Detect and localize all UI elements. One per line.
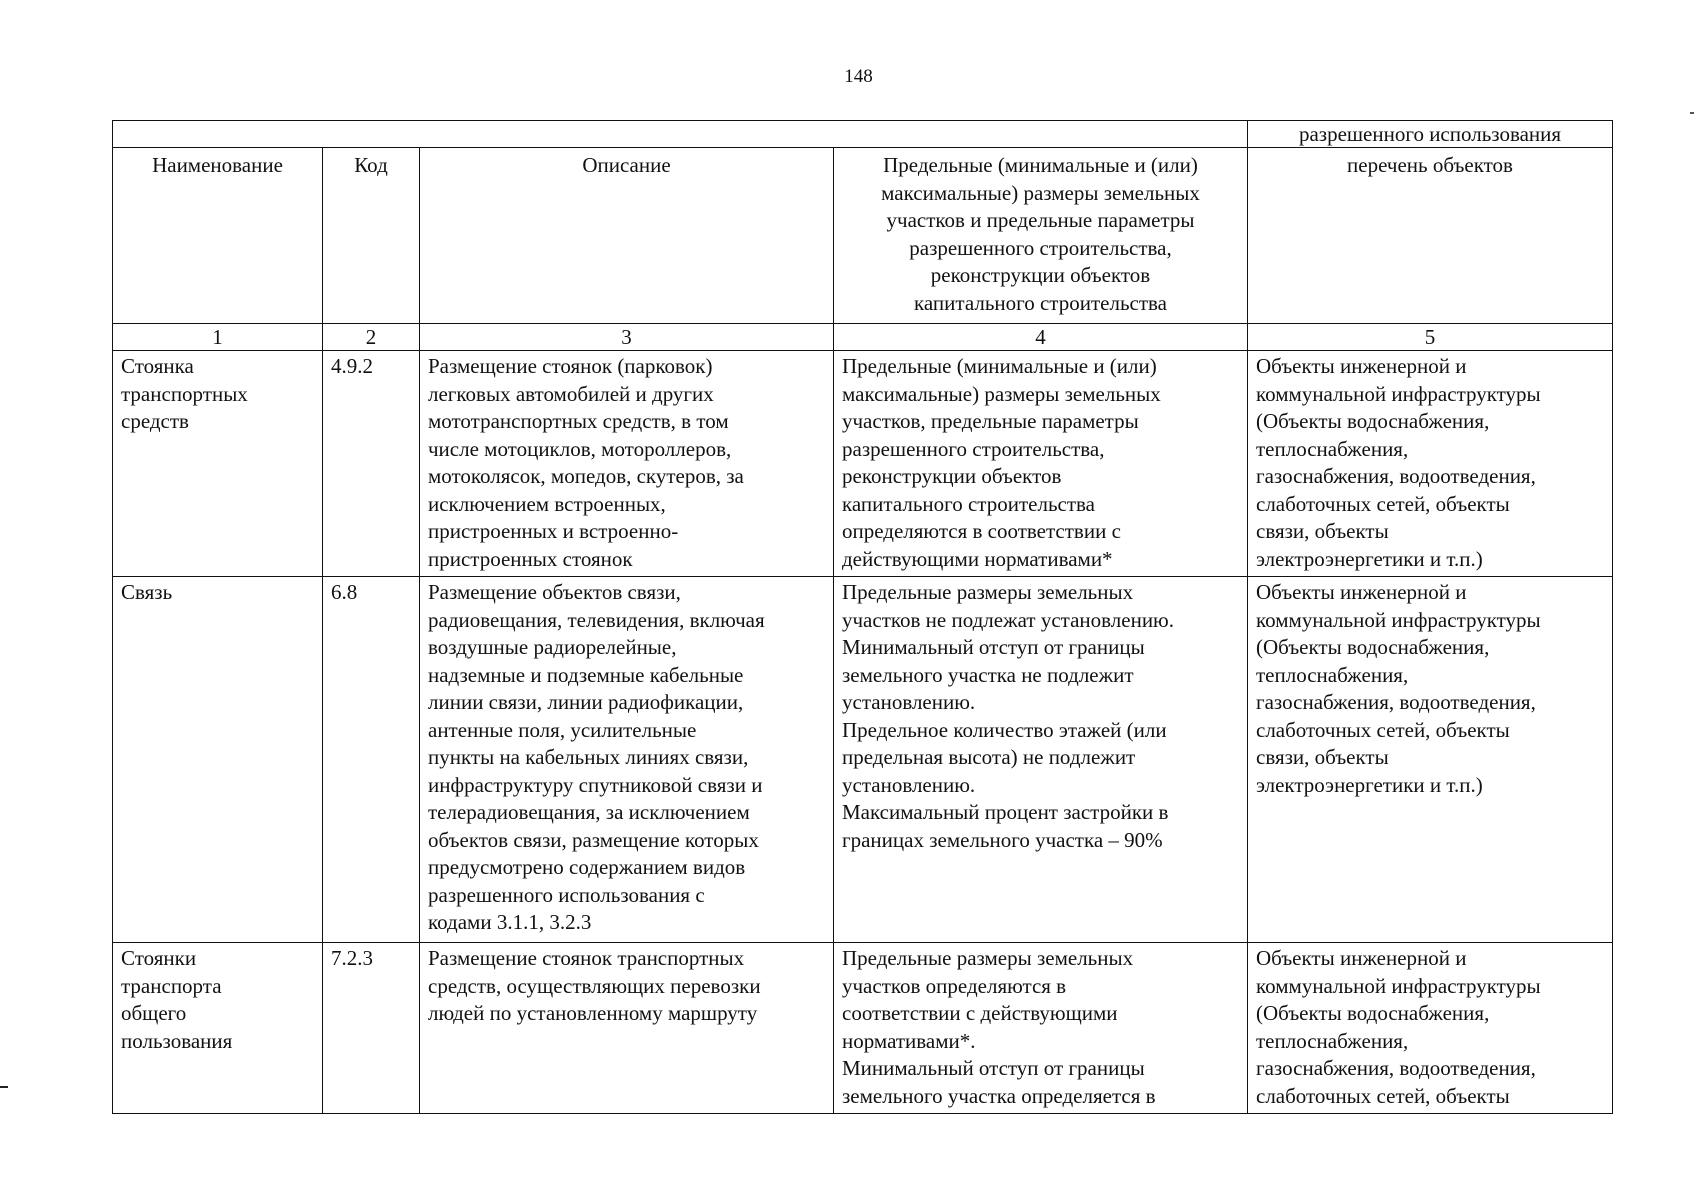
cell-description: Размещение объектов связи, радиовещания, телевидения, включая воздушные радиорелейные, надземные и подземные кабельные линии связи, линии радиофикации, антенные поля, усилительные пункты на кабельных линиях связи, инфраструктуру спутниковой связи и телерадиовещания, за исключением объектов связи, размещение которых предусмотрено содержанием видов разрешенного использования с кодами 3.1.1, 3.2.3 [420, 577, 834, 943]
header-objects: перечень объектов [1248, 148, 1613, 324]
land-use-table [112, 120, 1613, 1114]
cell-limits: Предельные размеры земельных участков определяются в соответствии с действующими нормативами*. Минимальный отступ от границы земельного участка определяется в [834, 943, 1248, 1114]
column-number: 5 [1248, 324, 1613, 351]
column-number: 1 [113, 324, 323, 351]
continued-header-row [113, 121, 1613, 148]
column-number: 4 [834, 324, 1248, 351]
cell-code: 7.2.3 [323, 943, 420, 1114]
cell-name: Стоянка транспортных средств [113, 351, 323, 577]
continued-header-cell: разрешенного использования [1248, 121, 1613, 148]
cell-limits: Предельные (минимальные и (или) максимальные) размеры земельных участков, предельные параметры разрешенного строительства, реконструкции объектов капитального строительства определяются в соответствии с действующими нормативами* [834, 351, 1248, 577]
cell-code: 4.9.2 [323, 351, 420, 577]
scan-margin-mark [0, 1086, 8, 1088]
table-row [113, 943, 1613, 1114]
header-code: Код [323, 148, 420, 324]
column-number: 3 [420, 324, 834, 351]
table-row [113, 351, 1613, 577]
cell-code: 6.8 [323, 577, 420, 943]
cell-objects: Объекты инженерной и коммунальной инфраструктуры (Объекты водоснабжения, теплоснабжения, газоснабжения, водоотведения, слаботочных сетей, объекты [1248, 943, 1613, 1114]
header-name: Наименование [113, 148, 323, 324]
cell-objects: Объекты инженерной и коммунальной инфраструктуры (Объекты водоснабжения, теплоснабжения, газоснабжения, водоотведения, слаботочных сетей, объекты связи, объекты электроэнергетики и т.п.) [1248, 577, 1613, 943]
cell-objects: Объекты инженерной и коммунальной инфраструктуры (Объекты водоснабжения, теплоснабжения, газоснабжения, водоотведения, слаботочных сетей, объекты связи, объекты электроэнергетики и т.п.) [1248, 351, 1613, 577]
page-number: 148 [844, 66, 873, 87]
cell-name: Связь [113, 577, 323, 943]
header-limits: Предельные (минимальные и (или) максимальные) размеры земельных участков и предельные параметры разрешенного строительства, реконструкции объектов капитального строительства [834, 148, 1248, 324]
header-description: Описание [420, 148, 834, 324]
column-number-row [113, 324, 1613, 351]
column-number: 2 [323, 324, 420, 351]
scan-edge-mark [1690, 112, 1694, 114]
cell-description: Размещение стоянок (парковок) легковых автомобилей и других мототранспортных средств, в том числе мотоциклов, мотороллеров, мотоколясок, мопедов, скутеров, за исключением встроенных, пристроенных и встроенно- пристроенных стоянок [420, 351, 834, 577]
empty-header-cell [113, 121, 1248, 148]
cell-description: Размещение стоянок транспортных средств, осуществляющих перевозки людей по установленному маршруту [420, 943, 834, 1114]
table-row [113, 577, 1613, 943]
cell-name: Стоянки транспорта общего пользования [113, 943, 323, 1114]
cell-limits: Предельные размеры земельных участков не подлежат установлению. Минимальный отступ от границы земельного участка не подлежит установлению. Предельное количество этажей (или предельная высота) не подлежит установлению. Максимальный процент застройки в границах земельного участка – 90% [834, 577, 1248, 943]
header-row [113, 148, 1613, 324]
